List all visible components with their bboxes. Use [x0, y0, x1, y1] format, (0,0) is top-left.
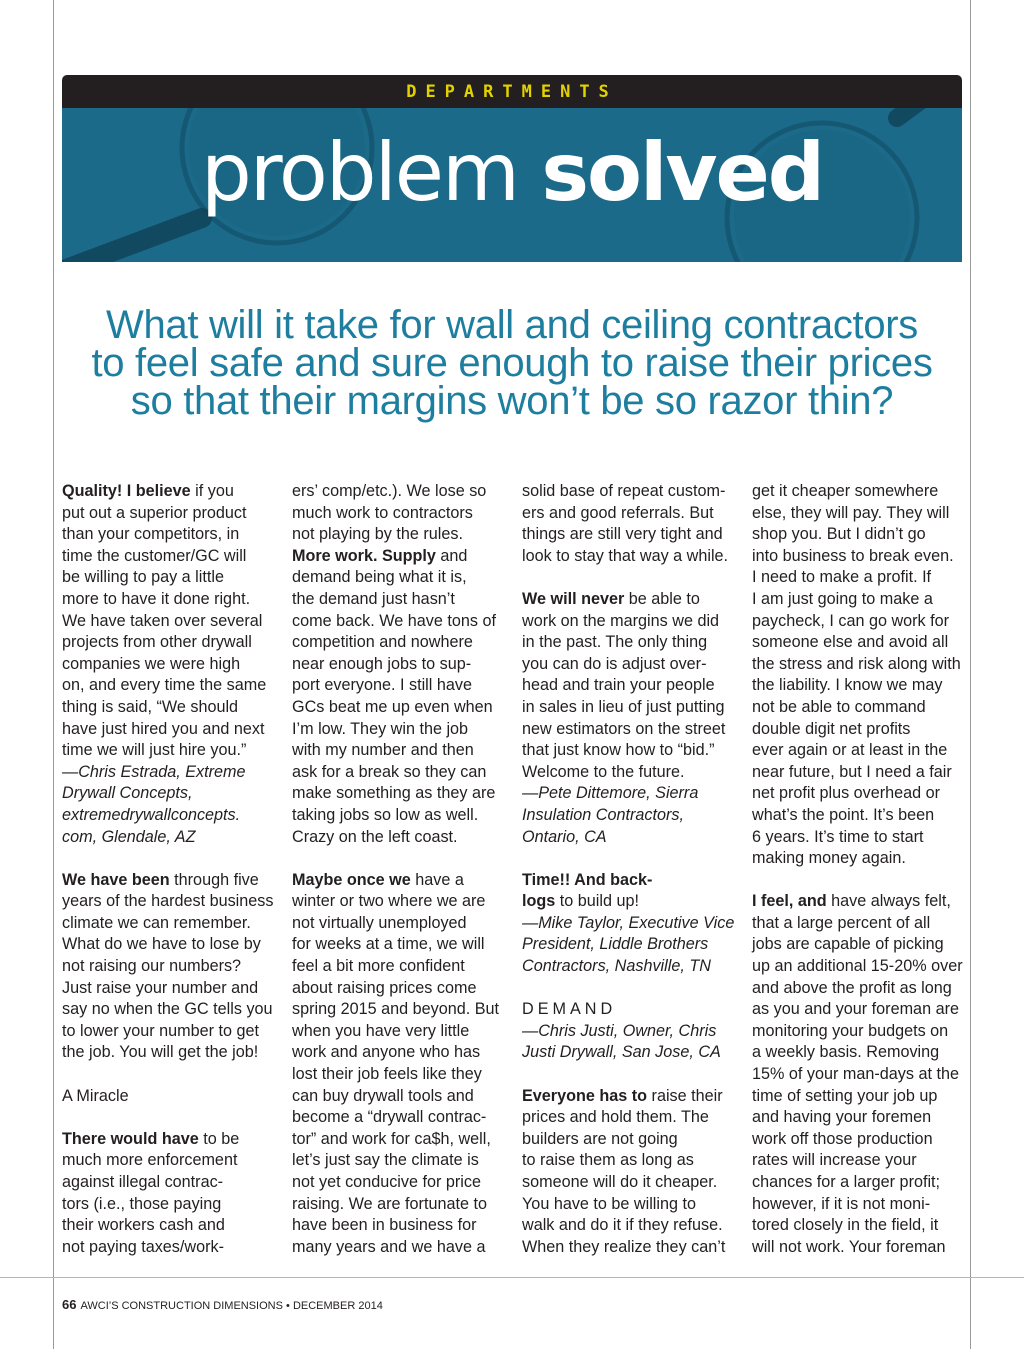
text-line: be willing to pay a little — [62, 568, 224, 587]
text-line: let’s just say the climate is — [292, 1151, 479, 1170]
text-line: We have taken over several — [62, 611, 263, 630]
text-line: not paying taxes/work- — [62, 1237, 224, 1256]
text-line: many years and we have a — [292, 1237, 486, 1256]
text-line: about raising prices come — [292, 978, 477, 997]
folio-separator: • — [282, 1300, 293, 1312]
response-maybe-once — [292, 870, 514, 1259]
text-line: someone will do it cheaper. — [522, 1173, 718, 1191]
text-line: not virtually unemployed — [292, 913, 467, 932]
text-line: a weekly basis. Removing — [752, 1043, 940, 1062]
response-everyone — [522, 1086, 744, 1259]
page-edge-left — [53, 0, 54, 1349]
text-line: monitoring your budgets on — [752, 1021, 949, 1040]
text-line: walk and do it if they refuse. — [522, 1216, 723, 1235]
attribution-line: com, Glendale, AZ — [62, 827, 196, 846]
text-line: tors (i.e., those paying — [62, 1194, 222, 1213]
text-line: what’s the point. It’s been — [752, 805, 935, 824]
text-line: double digit net profits — [752, 719, 911, 738]
deck-line: to feel safe and sure enough to raise their prices — [91, 341, 933, 385]
response-five-years — [62, 870, 284, 1064]
text-line: not yet conducive for price — [292, 1173, 481, 1191]
text-line: for weeks at a time, we will — [292, 935, 485, 954]
text-line: to raise them as long as — [522, 1151, 694, 1170]
attribution-line: Insulation Contractors, — [522, 805, 684, 824]
text-line: winter or two where we are — [292, 892, 486, 911]
subhead: DEMAND — [522, 1000, 617, 1019]
folio — [62, 1297, 383, 1312]
response-dittemore — [522, 589, 744, 848]
text-line: have always felt, — [826, 892, 951, 911]
footer-rule — [0, 1277, 1024, 1278]
text-line: and above the profit as long — [752, 978, 952, 997]
text-line: new estimators on the street — [522, 719, 726, 738]
text-line: jobs are capable of picking — [752, 935, 944, 954]
text-line: in the past. The only thing — [522, 633, 708, 652]
attribution-line: President, Liddle Brothers — [522, 935, 709, 954]
text-line: I’m low. They win the job — [292, 719, 469, 738]
text-line: taking jobs so low as well. — [292, 805, 479, 824]
column-3 — [522, 481, 744, 1280]
text-line: else, they will pay. They will — [752, 503, 950, 522]
text-line: lost their job feels like they — [292, 1065, 482, 1084]
text-line: net profit plus overhead or — [752, 784, 941, 803]
text-line: make something as they are — [292, 784, 496, 803]
response-lead: Time!! And back- — [522, 870, 653, 889]
text-line: say no when the GC tells you — [62, 1000, 273, 1019]
attribution-line: —Chris Estrada, Extreme — [62, 762, 246, 781]
text-line: in sales in lieu of just putting — [522, 697, 725, 716]
response-lead: There would have — [62, 1129, 199, 1148]
text-line: up an additional 15-20% over — [752, 957, 963, 976]
attribution-line: —Chris Justi, Owner, Chris — [522, 1021, 717, 1040]
text-line: time of setting your job up — [752, 1086, 938, 1105]
text-line: near enough jobs to sup- — [292, 654, 472, 673]
text-line: against illegal contrac- — [62, 1173, 224, 1191]
text-line: thing is said, “We should — [62, 697, 239, 716]
text-line: get it cheaper somewhere — [752, 482, 939, 500]
text-line: through five — [169, 870, 259, 889]
text-line: not raising our numbers? — [62, 957, 242, 976]
text-line: and having your foremen — [752, 1108, 932, 1127]
text-line: tor” and work for ca$h, well, — [292, 1129, 491, 1148]
text-line: on, and every time the same — [62, 676, 267, 695]
response-everyone-continued — [752, 481, 974, 870]
text-line: rates will increase your — [752, 1151, 917, 1170]
response-lead: We will never — [522, 589, 625, 608]
title-area — [62, 108, 962, 262]
text-line: You have to be willing to — [522, 1194, 696, 1213]
response-lead: We have been — [62, 870, 170, 889]
deck-line: so that their margins won’t be so razor thin? — [130, 379, 894, 423]
text-line: that a large percent of all — [752, 913, 931, 932]
text-line: have been in business for — [292, 1216, 477, 1235]
text-line: to be — [198, 1129, 240, 1148]
text-line: Crazy on the left coast. — [292, 827, 458, 846]
text-line: with my number and then — [292, 741, 474, 760]
text-line: raising. We are fortunate to — [292, 1194, 487, 1213]
response-maybe-once-continued — [522, 481, 744, 567]
text-line: time we will just hire you.” — [62, 741, 247, 760]
text-line: climate we can remember. — [62, 913, 251, 932]
text-line: feel a bit more confident — [292, 957, 465, 976]
response-enforcement-continued — [292, 481, 514, 848]
text-line: that just know how to “bid.” — [522, 741, 715, 760]
text-line: look to stay that way a while. — [522, 546, 729, 565]
text-line: things are still very tight and — [522, 525, 723, 544]
attribution-line: Justi Drywall, San Jose, CA — [522, 1043, 721, 1062]
response-lead: More work. Supply — [292, 546, 436, 565]
department-label: DEPARTMENTS — [406, 81, 618, 102]
text-line: their workers cash and — [62, 1216, 225, 1235]
response-lead: Everyone has to — [522, 1086, 648, 1105]
text-line: time the customer/GC will — [62, 546, 247, 565]
text-line: ers’ comp/etc.). We lose so — [292, 482, 487, 500]
title-bold-word: solved — [541, 126, 824, 219]
page-number: 66 — [62, 1297, 77, 1312]
text-line: shop you. But I didn’t go — [752, 525, 926, 544]
attribution-line: —Mike Taylor, Executive Vice — [522, 913, 735, 932]
publication-name: AWCI’S CONSTRUCTION DIMENSIONS — [80, 1300, 283, 1312]
text-line: near future, but I need a fair — [752, 762, 952, 781]
attribution-line: extremedrywallconcepts. — [62, 805, 241, 824]
text-line: work off those production — [752, 1129, 933, 1148]
text-line: GCs beat me up even when — [292, 697, 493, 716]
text-line: become a “drywall contrac- — [292, 1108, 487, 1127]
text-line: not playing by the rules. — [292, 525, 463, 544]
text-line: spring 2015 and beyond. But — [292, 1000, 499, 1019]
column-1 — [62, 481, 284, 1280]
text-line: Welcome to the future. — [522, 762, 685, 781]
text-line: to build up! — [555, 892, 639, 911]
text-line: head and train your people — [522, 676, 715, 695]
text-line: 6 years. It’s time to start — [752, 827, 924, 846]
deck-question — [62, 303, 962, 423]
text-line: have just hired you and next — [62, 719, 265, 738]
text-line: than your competitors, in — [62, 525, 240, 544]
text-line: you can do is adjust over- — [522, 654, 707, 673]
attribution-line: Contractors, Nashville, TN — [522, 957, 711, 976]
text-line: ask for a break so they can — [292, 762, 487, 781]
text-line: 15% of your man-days at the — [752, 1065, 959, 1084]
text-line: the stress and risk along with — [752, 654, 961, 673]
text-line: the demand just hasn’t — [292, 589, 455, 608]
text-line: What do we have to lose by — [62, 935, 261, 954]
attribution-line: —Pete Dittemore, Sierra — [522, 784, 699, 803]
subhead: A Miracle — [62, 1086, 129, 1105]
attribution-line: Ontario, CA — [522, 827, 607, 846]
text-line: can buy drywall tools and — [292, 1086, 474, 1105]
text-line: be able to — [624, 589, 700, 608]
text-line: as you and your foreman are — [752, 1000, 959, 1019]
text-line: raise their — [647, 1086, 723, 1105]
column-4 — [752, 481, 974, 1280]
response-lead: Maybe once we — [292, 870, 411, 889]
text-line: projects from other drywall — [62, 633, 252, 652]
text-line: prices and hold them. The — [522, 1108, 709, 1127]
text-line: come back. We have tons of — [292, 611, 496, 630]
title-light-word: problem — [200, 126, 542, 219]
text-line: chances for a larger profit; — [752, 1173, 941, 1191]
response-justi — [522, 999, 744, 1064]
department-banner — [62, 75, 962, 262]
text-line: making money again. — [752, 849, 906, 868]
text-line: much more enforcement — [62, 1151, 238, 1170]
text-line: ers and good referrals. But — [522, 503, 714, 522]
response-enforcement — [62, 1129, 284, 1259]
text-line: have a — [410, 870, 464, 889]
text-line: will not work. Your foreman — [752, 1237, 946, 1256]
text-line: years of the hardest business — [62, 892, 274, 911]
text-line: to lower your number to get — [62, 1021, 260, 1040]
response-lead: I feel, and — [752, 892, 827, 911]
text-line: port everyone. I still have — [292, 676, 472, 695]
text-line: when you have very little — [292, 1021, 470, 1040]
text-line: tored closely in the field, it — [752, 1216, 939, 1235]
response-estrada — [62, 481, 284, 848]
page-title — [62, 126, 962, 219]
text-line: and — [435, 546, 468, 565]
text-line: work and anyone who has — [292, 1043, 481, 1062]
deck-line: What will it take for wall and ceiling contractors — [106, 303, 918, 347]
text-line: much work to contractors — [292, 503, 473, 522]
text-line: I need to make a profit. If — [752, 568, 932, 587]
text-line: however, if it is not moni- — [752, 1194, 931, 1213]
text-line: the liability. I know we may — [752, 676, 943, 695]
text-line: builders are not going — [522, 1129, 678, 1148]
issue-date: DECEMBER 2014 — [292, 1300, 383, 1312]
text-line: into business to break even. — [752, 546, 954, 565]
text-line: I am just going to make a — [752, 589, 933, 608]
text-line: paycheck, I can go work for — [752, 611, 950, 630]
text-line: put out a superior product — [62, 503, 247, 522]
department-bar — [62, 75, 962, 108]
text-line: ever again or at least in the — [752, 741, 948, 760]
text-line: work on the margins we did — [522, 611, 720, 630]
text-line: companies we were high — [62, 654, 241, 673]
subhead-a-miracle — [62, 1086, 284, 1108]
response-lead: logs — [522, 892, 556, 911]
column-2 — [292, 481, 514, 1280]
text-line: the job. You will get the job! — [62, 1043, 259, 1062]
text-line: When they realize they can’t — [522, 1237, 726, 1256]
text-line: if you — [190, 482, 234, 500]
response-lead: Quality! I believe — [62, 482, 191, 500]
text-line: competition and nowhere — [292, 633, 473, 652]
text-line: not be able to command — [752, 697, 926, 716]
text-line: more to have it done right. — [62, 589, 251, 608]
text-line: solid base of repeat custom- — [522, 482, 726, 500]
attribution-line: Drywall Concepts, — [62, 784, 193, 803]
response-taylor — [522, 870, 744, 978]
text-line: demand being what it is, — [292, 568, 467, 587]
text-line: someone else and avoid all — [752, 633, 949, 652]
response-i-feel — [752, 891, 974, 1258]
text-line: Just raise your number and — [62, 978, 259, 997]
